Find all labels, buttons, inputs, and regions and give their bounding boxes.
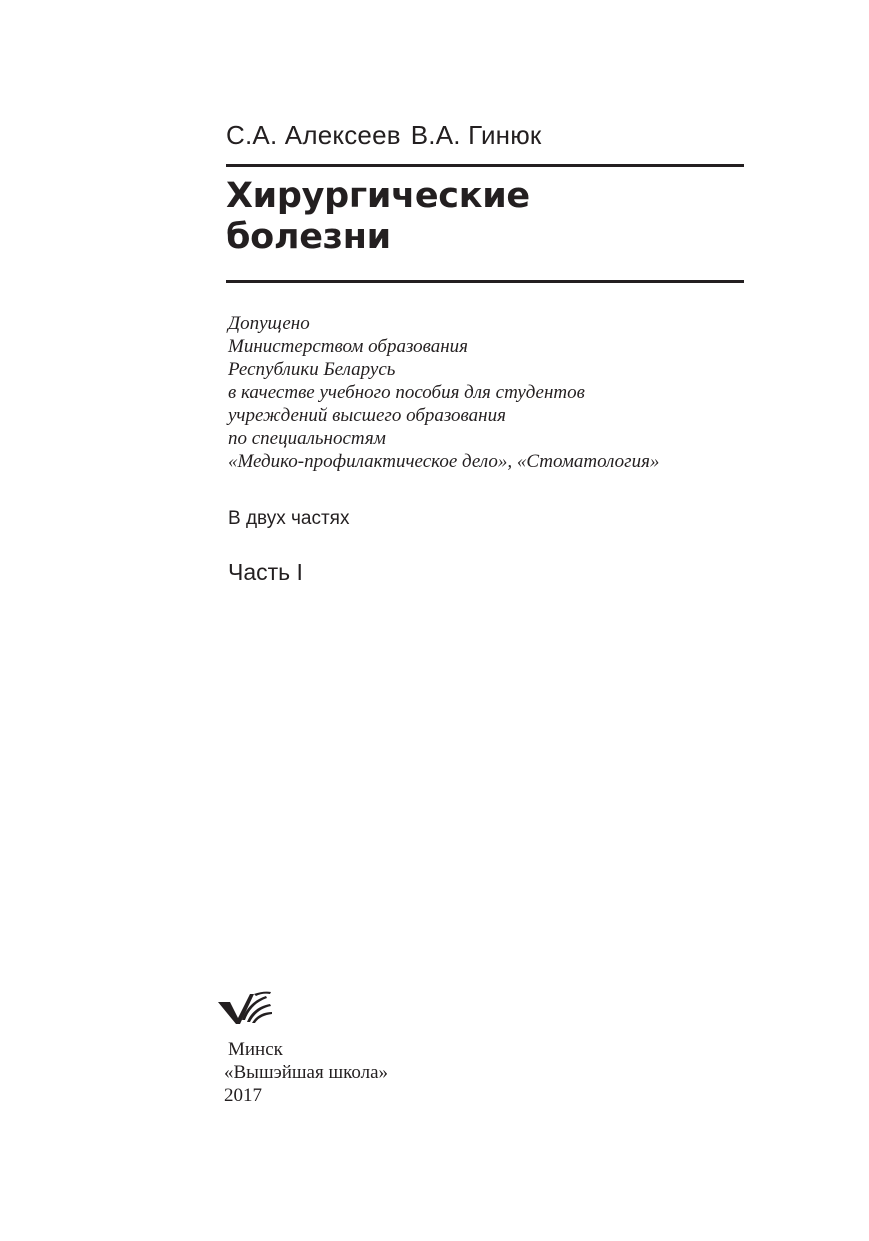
author-1: С.А. Алексеев <box>226 120 401 150</box>
approval-line: «Медико-профилактическое дело», «Стоматология» <box>228 451 660 472</box>
authors <box>226 120 542 151</box>
approval-line: учреждений высшего образования <box>228 405 506 426</box>
imprint-city: Минск <box>228 1039 283 1060</box>
approval-line: Республики Беларусь <box>228 359 396 380</box>
publisher-logo-icon <box>216 990 274 1028</box>
approval-line: Министерством образования <box>228 336 468 357</box>
imprint <box>224 1038 388 1107</box>
imprint-year: 2017 <box>224 1085 262 1106</box>
part-label: Часть I <box>228 559 303 585</box>
book-title-line-1: Хирургические <box>226 176 530 216</box>
bottom-rule <box>226 280 744 283</box>
approval-statement <box>228 312 659 473</box>
approval-line: в качестве учебного пособия для студентов <box>228 382 585 403</box>
book-title-line-2: болезни <box>226 217 391 257</box>
book-title <box>226 176 530 258</box>
approval-line: по специальностям <box>228 428 386 449</box>
imprint-publisher: «Вышэйшая школа» <box>224 1062 389 1083</box>
parts-note: В двух частях <box>228 508 350 529</box>
author-2: В.А. Гинюк <box>410 120 542 150</box>
approval-line: Допущено <box>228 313 310 334</box>
top-rule <box>226 164 744 167</box>
